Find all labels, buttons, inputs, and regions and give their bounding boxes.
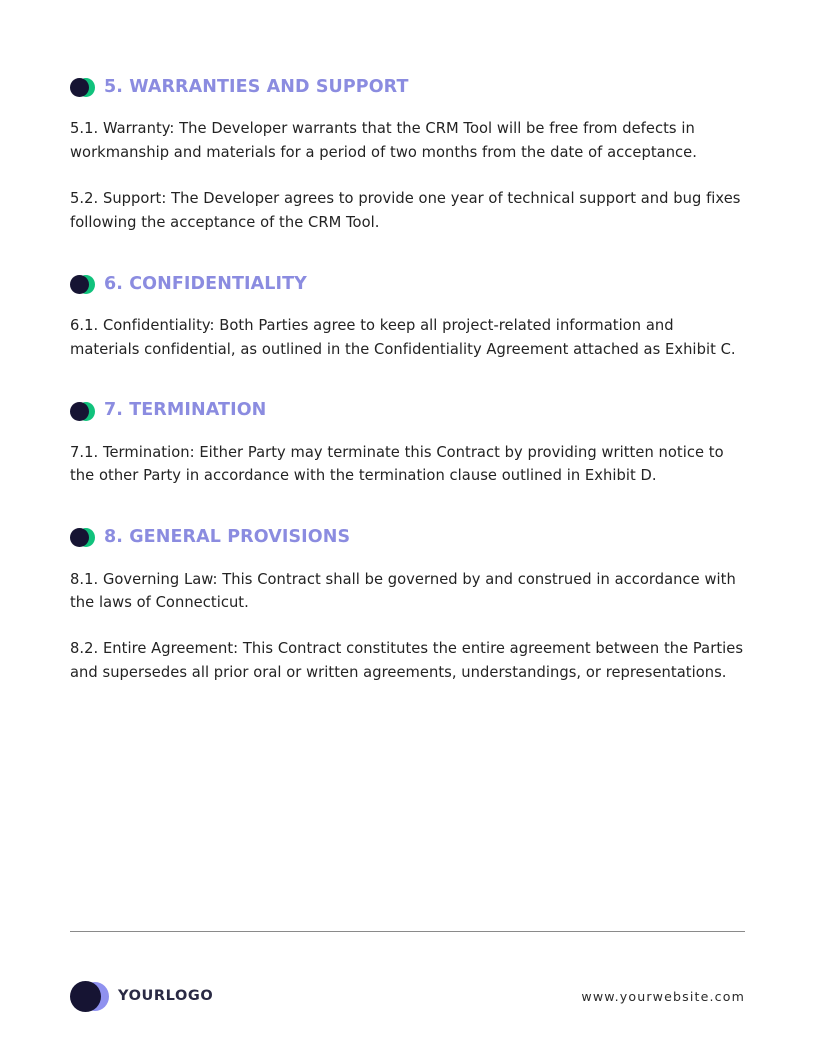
- section-confidentiality: [70, 275, 746, 362]
- section-heading: [70, 275, 746, 294]
- section-warranties-and-support: [70, 78, 746, 235]
- section-title: 8. GENERAL PROVISIONS: [104, 527, 351, 548]
- footer-divider: [70, 931, 745, 932]
- dual-circle-bullet-icon: [70, 528, 95, 547]
- bullet-dark-circle: [70, 78, 89, 97]
- paragraph: 8.1. Governing Law: This Contract shall be governed by and construed in accordance with the laws of Connecticut.: [70, 570, 736, 612]
- bullet-dark-circle: [70, 402, 89, 421]
- paragraph: 8.2. Entire Agreement: This Contract constitutes the entire agreement between the Parties and supersedes all prior oral or written agreements, understandings, or representations.: [70, 640, 744, 681]
- dual-circle-bullet-icon: [70, 402, 95, 421]
- bullet-dark-circle: [70, 275, 89, 294]
- document-body: [70, 78, 746, 685]
- footer-logo: [70, 981, 213, 1012]
- section-termination: [70, 401, 746, 488]
- paragraph: 5.1. Warranty: The Developer warrants that the CRM Tool will be free from defects in workmanship and materials for a period of two months from the date of acceptance.: [70, 120, 697, 162]
- dual-circle-bullet-icon: [70, 78, 95, 97]
- section-title: 7. TERMINATION: [104, 400, 267, 421]
- paragraph: 6.1. Confidentiality: Both Parties agree to keep all project-related information and materials confidential, as outlined in the Confidentiality Agreement attached as Exhibit C.: [70, 316, 736, 358]
- section-title: 5. WARRANTIES AND SUPPORT: [104, 77, 409, 97]
- footer-logo-text: YOURLOGO: [118, 988, 214, 1004]
- section-heading: [70, 528, 746, 547]
- paragraph: 7.1. Termination: Either Party may terminate this Contract by providing written notice to the other Party in accordance with the termination clause outlined in Exhibit D.: [70, 443, 724, 485]
- logo-dark-circle: [70, 981, 101, 1012]
- section-heading: [70, 401, 746, 420]
- section-title: 6. CONFIDENTIALITY: [104, 273, 307, 294]
- page-footer: [70, 978, 745, 1014]
- overlapping-circles-logo-icon: [70, 981, 107, 1012]
- dual-circle-bullet-icon: [70, 275, 95, 294]
- section-heading: [70, 78, 746, 97]
- paragraph: 5.2. Support: The Developer agrees to provide one year of technical support and bug fixes following the acceptance of the CRM Tool.: [70, 189, 741, 231]
- footer-website-url: www.yourwebsite.com: [581, 988, 745, 1004]
- section-general-provisions: [70, 528, 746, 685]
